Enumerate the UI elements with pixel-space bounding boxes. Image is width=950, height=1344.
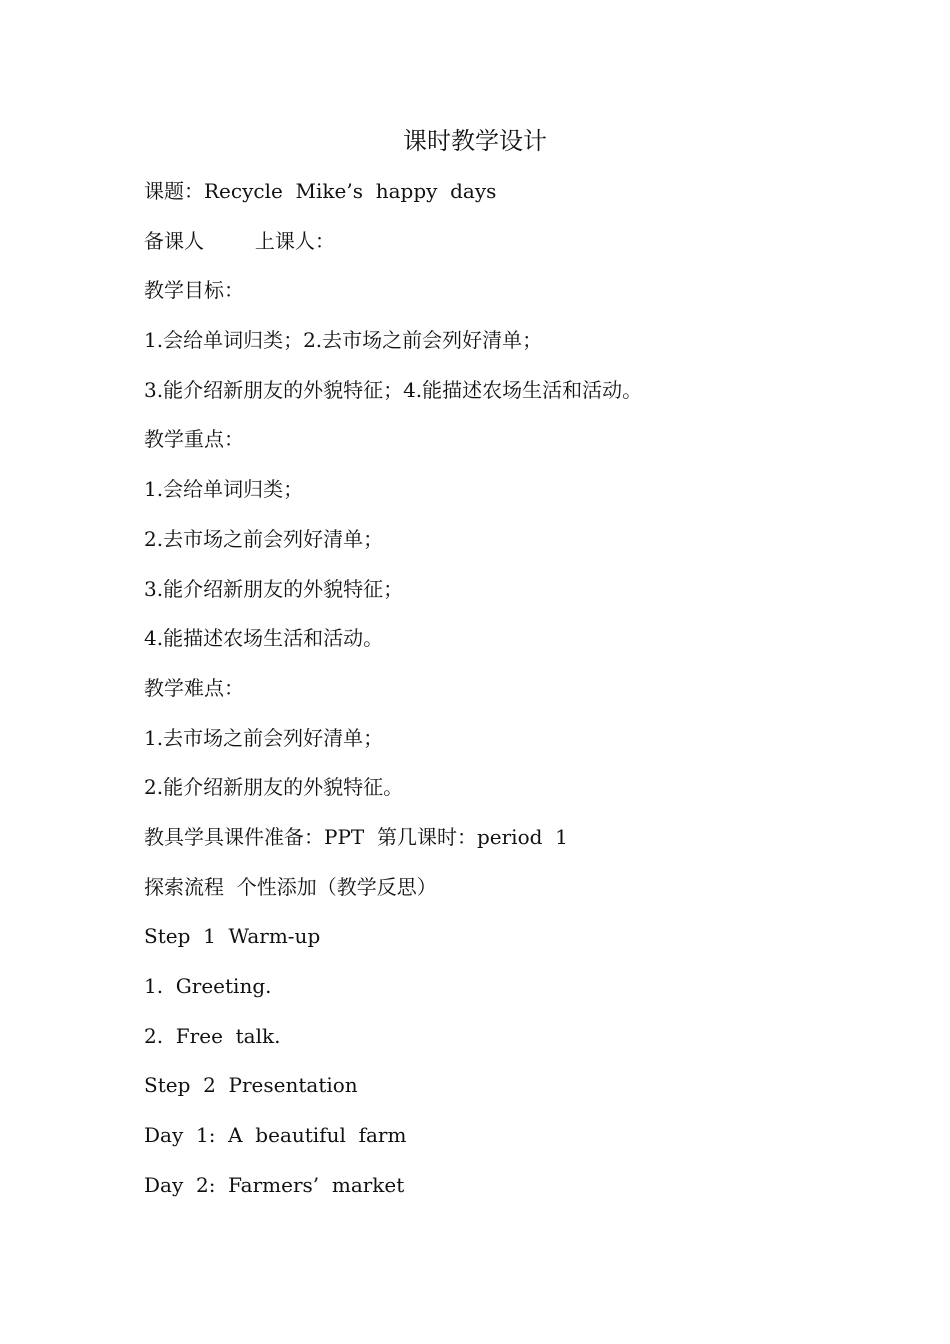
section-heading-objectives: 教学目标： [144,278,244,303]
key-point-line: 3.能介绍新朋友的外貌特征； [144,576,404,601]
difficulty-line: 1.去市场之前会列好清单； [144,725,384,750]
section-heading-difficulties: 教学难点： [144,675,244,700]
step-heading: Step 1 Warm-up [144,924,321,949]
key-point-line: 2.去市场之前会列好清单； [144,526,384,551]
key-point-line: 4.能描述农场生活和活动。 [144,626,384,651]
step-item: Day 2: Farmers’ market [144,1172,405,1197]
objective-line: 1.会给单词归类；2.去市场之前会列好清单； [144,328,543,353]
step-item: 2. Free talk. [144,1023,281,1048]
document-body [144,176,844,1219]
objective-line: 3.能介绍新朋友的外貌特征；4.能描述农场生活和活动。 [144,377,643,402]
document-title: 课时教学设计 [403,127,547,155]
step-item: 1. Greeting. [144,974,272,998]
materials-line: 教具学具课件准备：PPT 第几课时：period 1 [144,824,568,849]
step-item: Day 1: A beautiful farm [144,1123,407,1148]
step-heading: Step 2 Presentation [144,1073,358,1098]
key-point-line: 1.会给单词归类； [144,477,304,502]
lesson-topic: 课题：Recycle Mike’s happy days [144,179,497,203]
process-heading: 探索流程 个性添加（教学反思） [144,874,437,899]
difficulty-line: 2.能介绍新朋友的外貌特征。 [144,775,404,800]
teacher-info: 备课人 上课人： [144,228,335,253]
section-heading-key-points: 教学重点： [144,427,244,452]
